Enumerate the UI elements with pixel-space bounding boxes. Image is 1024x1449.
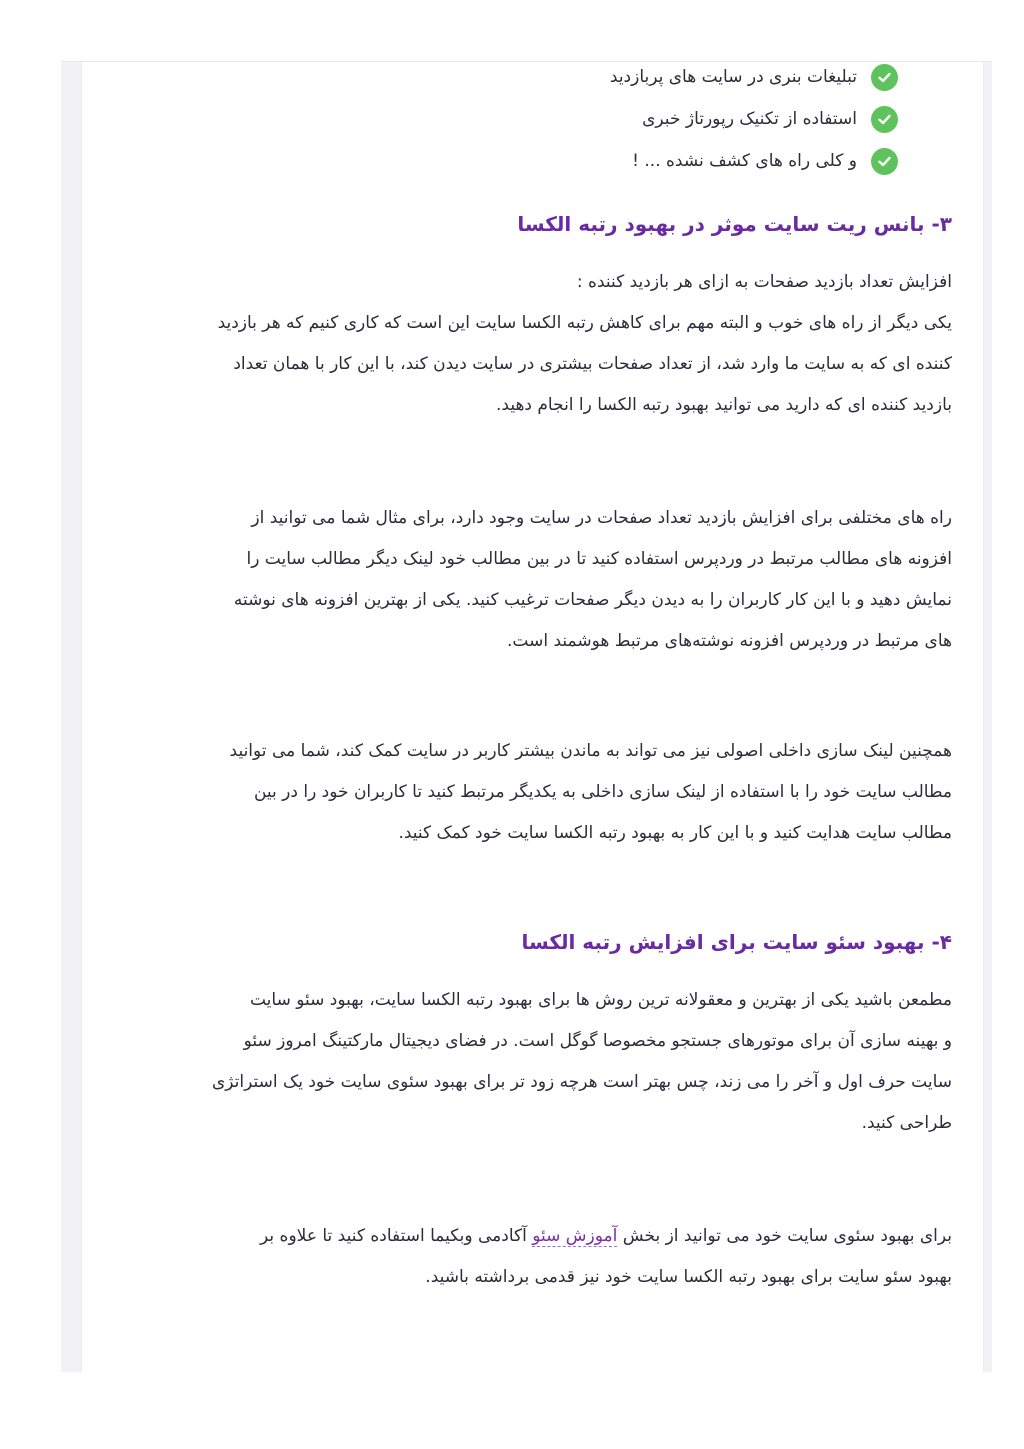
paragraph-line: یکی دیگر از راه های خوب و البته مهم برای کاهش رتبه الکسا سایت این است که کاری کنیم که هر بازدید (217, 313, 952, 333)
paragraph-text: آکادمی وبکیما استفاده کنید تا علاوه بر (260, 1226, 533, 1246)
paragraph-line (112, 1216, 952, 1257)
paragraph-line: مطمعن باشید یکی از بهترین و معقولانه ترین روش ها برای بهبود رتبه الکسا سایت، بهبود سئو سایت (249, 990, 952, 1010)
section-4-paragraph-1 (112, 980, 952, 1144)
paragraph-line: بازدید کننده ای که دارید می توانید بهبود رتبه الکسا را انجام دهید. (496, 395, 952, 415)
paragraph-line: افزونه های مطالب مرتبط در وردپرس استفاده کنید تا در بین مطالب خود لینک دیگر مطالب سایت را (246, 549, 952, 569)
check-circle-icon (871, 148, 898, 175)
seo-training-link[interactable]: آموزش سئو (532, 1226, 618, 1246)
paragraph-line: راه های مختلفی برای افزایش بازدید تعداد صفحات در سایت وجود دارد، برای مثال شما می توانید از (251, 508, 952, 528)
paragraph-line: بهبود سئو سایت برای بهبود رتبه الکسا سایت خود نیز قدمی برداشته باشید. (425, 1267, 952, 1287)
paragraph-line: کننده ای که به سایت ما وارد شد، از تعداد صفحات بیشتری در سایت دیدن کند، با این کار با همان تعداد (233, 354, 952, 374)
paragraph-line: های مرتبط در وردپرس افزونه نوشته‌های مرتبط هوشمند است. (507, 631, 952, 651)
checklist-item (610, 63, 898, 91)
checklist-item-label: استفاده از تکنیک رپورتاژ خبری (642, 109, 857, 129)
checklist-item (632, 147, 898, 175)
paragraph-line: افزایش تعداد بازدید صفحات به ازای هر بازدید کننده : (576, 272, 952, 292)
paragraph-line: طراحی کنید. (861, 1113, 952, 1133)
paragraph-line: مطالب سایت هدایت کنید و با این کار به بهبود رتبه الکسا سایت خود کمک کنید. (398, 823, 952, 843)
section-4-heading: ۴- بهبود سئو سایت برای افزایش رتبه الکسا (521, 930, 952, 954)
paragraph-line: نمایش دهید و با این کار کاربران را به دیدن دیگر صفحات ترغیب کنید. یکی از بهترین افزونه های نوشته (233, 590, 952, 610)
checklist-item-label: و کلی راه های کشف نشده ... ! (632, 151, 857, 171)
paragraph-line: همچنین لینک سازی داخلی اصولی نیز می تواند به ماندن بیشتر کاربر در سایت کمک کند، شما می توانید (229, 741, 952, 761)
paragraph-line: و بهینه سازی آن برای موتورهای جستجو مخصوصا گوگل است. در فضای دیجیتال مارکتینگ امروز سئو (243, 1031, 952, 1051)
check-circle-icon (871, 64, 898, 91)
article-card (81, 62, 984, 1372)
checklist-item (642, 105, 898, 133)
paragraph-line: مطالب سایت خود را با استفاده از لینک سازی داخلی به یکدیگر مرتبط کنید تا کاربران خود را در بین (253, 782, 952, 802)
paragraph-line: سایت حرف اول و آخر را می زند، چس بهتر است هرچه زود تر برای بهبود سئوی سایت خود یک استراتژی (211, 1072, 952, 1092)
section-4-paragraph-2 (112, 1216, 952, 1298)
paragraph-text: برای بهبود سئوی سایت خود می توانید از بخش (617, 1226, 952, 1246)
page-frame (61, 61, 992, 1372)
section-3-paragraph-3 (112, 731, 952, 854)
section-3-paragraph-1 (112, 262, 952, 426)
check-circle-icon (871, 106, 898, 133)
checklist-item-label: تبلیغات بنری در سایت های پربازدید (609, 67, 857, 87)
section-3-paragraph-2 (112, 498, 952, 662)
section-3-heading: ۳- بانس ریت سایت موثر در بهبود رتبه الکسا (517, 212, 952, 236)
